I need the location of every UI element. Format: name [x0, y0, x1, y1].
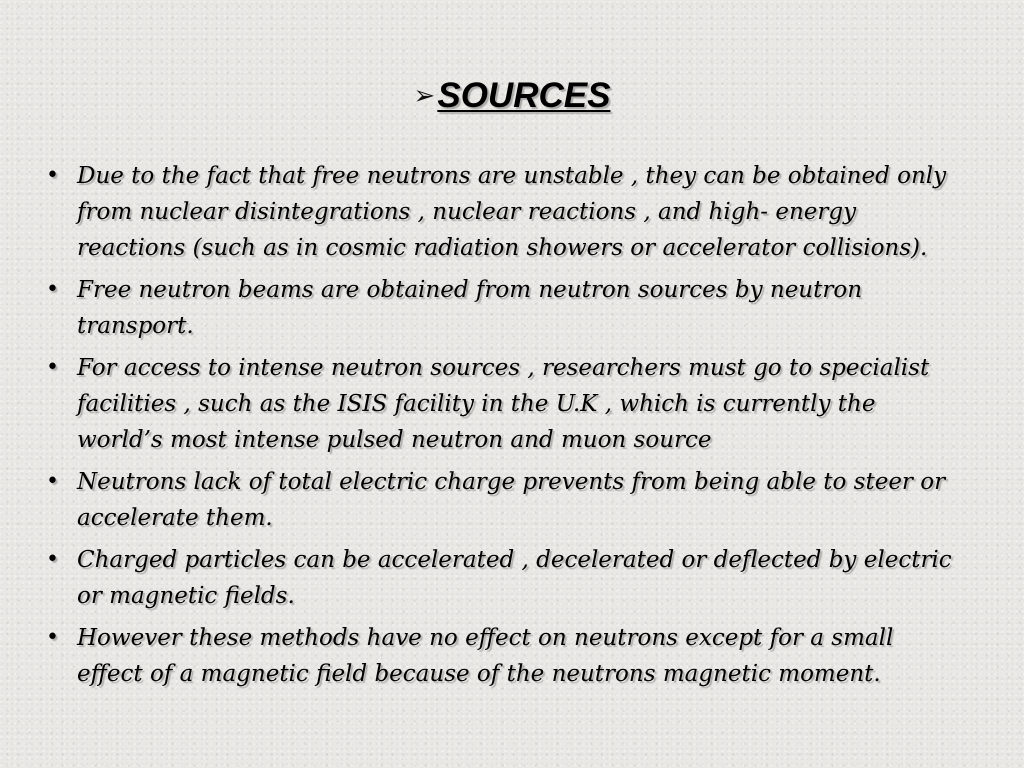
bullet-item	[42, 272, 952, 344]
arrow-bullet-icon: ➢	[413, 81, 436, 111]
bullet-item	[42, 464, 952, 536]
slide-title-row	[0, 76, 1024, 120]
bullet-list	[42, 158, 952, 698]
bullet-item	[42, 158, 952, 266]
bullet-text: However these methods have no effect on neutrons except for a small effect of a magnetic field because of the neutrons magnetic moment.	[77, 625, 894, 687]
bullet-dot-icon: •	[46, 163, 59, 188]
slide-title: SOURCES	[437, 76, 611, 115]
bullet-text: Free neutron beams are obtained from neutron sources by neutron transport.	[77, 277, 863, 339]
bullet-dot-icon: •	[46, 277, 59, 302]
bullet-text: Due to the fact that free neutrons are unstable , they can be obtained only from nuclear disintegrations , nuclear reactions , and high- energy reactions (such as in cosmic radiation showers or accelerator collisions).	[77, 163, 947, 261]
bullet-text: Neutrons lack of total electric charge prevents from being able to steer or accelerate them.	[77, 469, 946, 531]
bullet-item	[42, 350, 952, 458]
bullet-item	[42, 620, 952, 692]
bullet-dot-icon: •	[46, 469, 59, 494]
bullet-text: Charged particles can be accelerated , decelerated or deflected by electric or magnetic fields.	[77, 547, 952, 609]
bullet-dot-icon: •	[46, 625, 59, 650]
bullet-text: For access to intense neutron sources , researchers must go to specialist facilities , such as the ISIS facility in the U.K , which is currently the world’s most intense pulsed neutron and muon source	[77, 355, 930, 453]
bullet-item	[42, 542, 952, 614]
bullet-dot-icon: •	[46, 355, 59, 380]
bullet-dot-icon: •	[46, 547, 59, 572]
